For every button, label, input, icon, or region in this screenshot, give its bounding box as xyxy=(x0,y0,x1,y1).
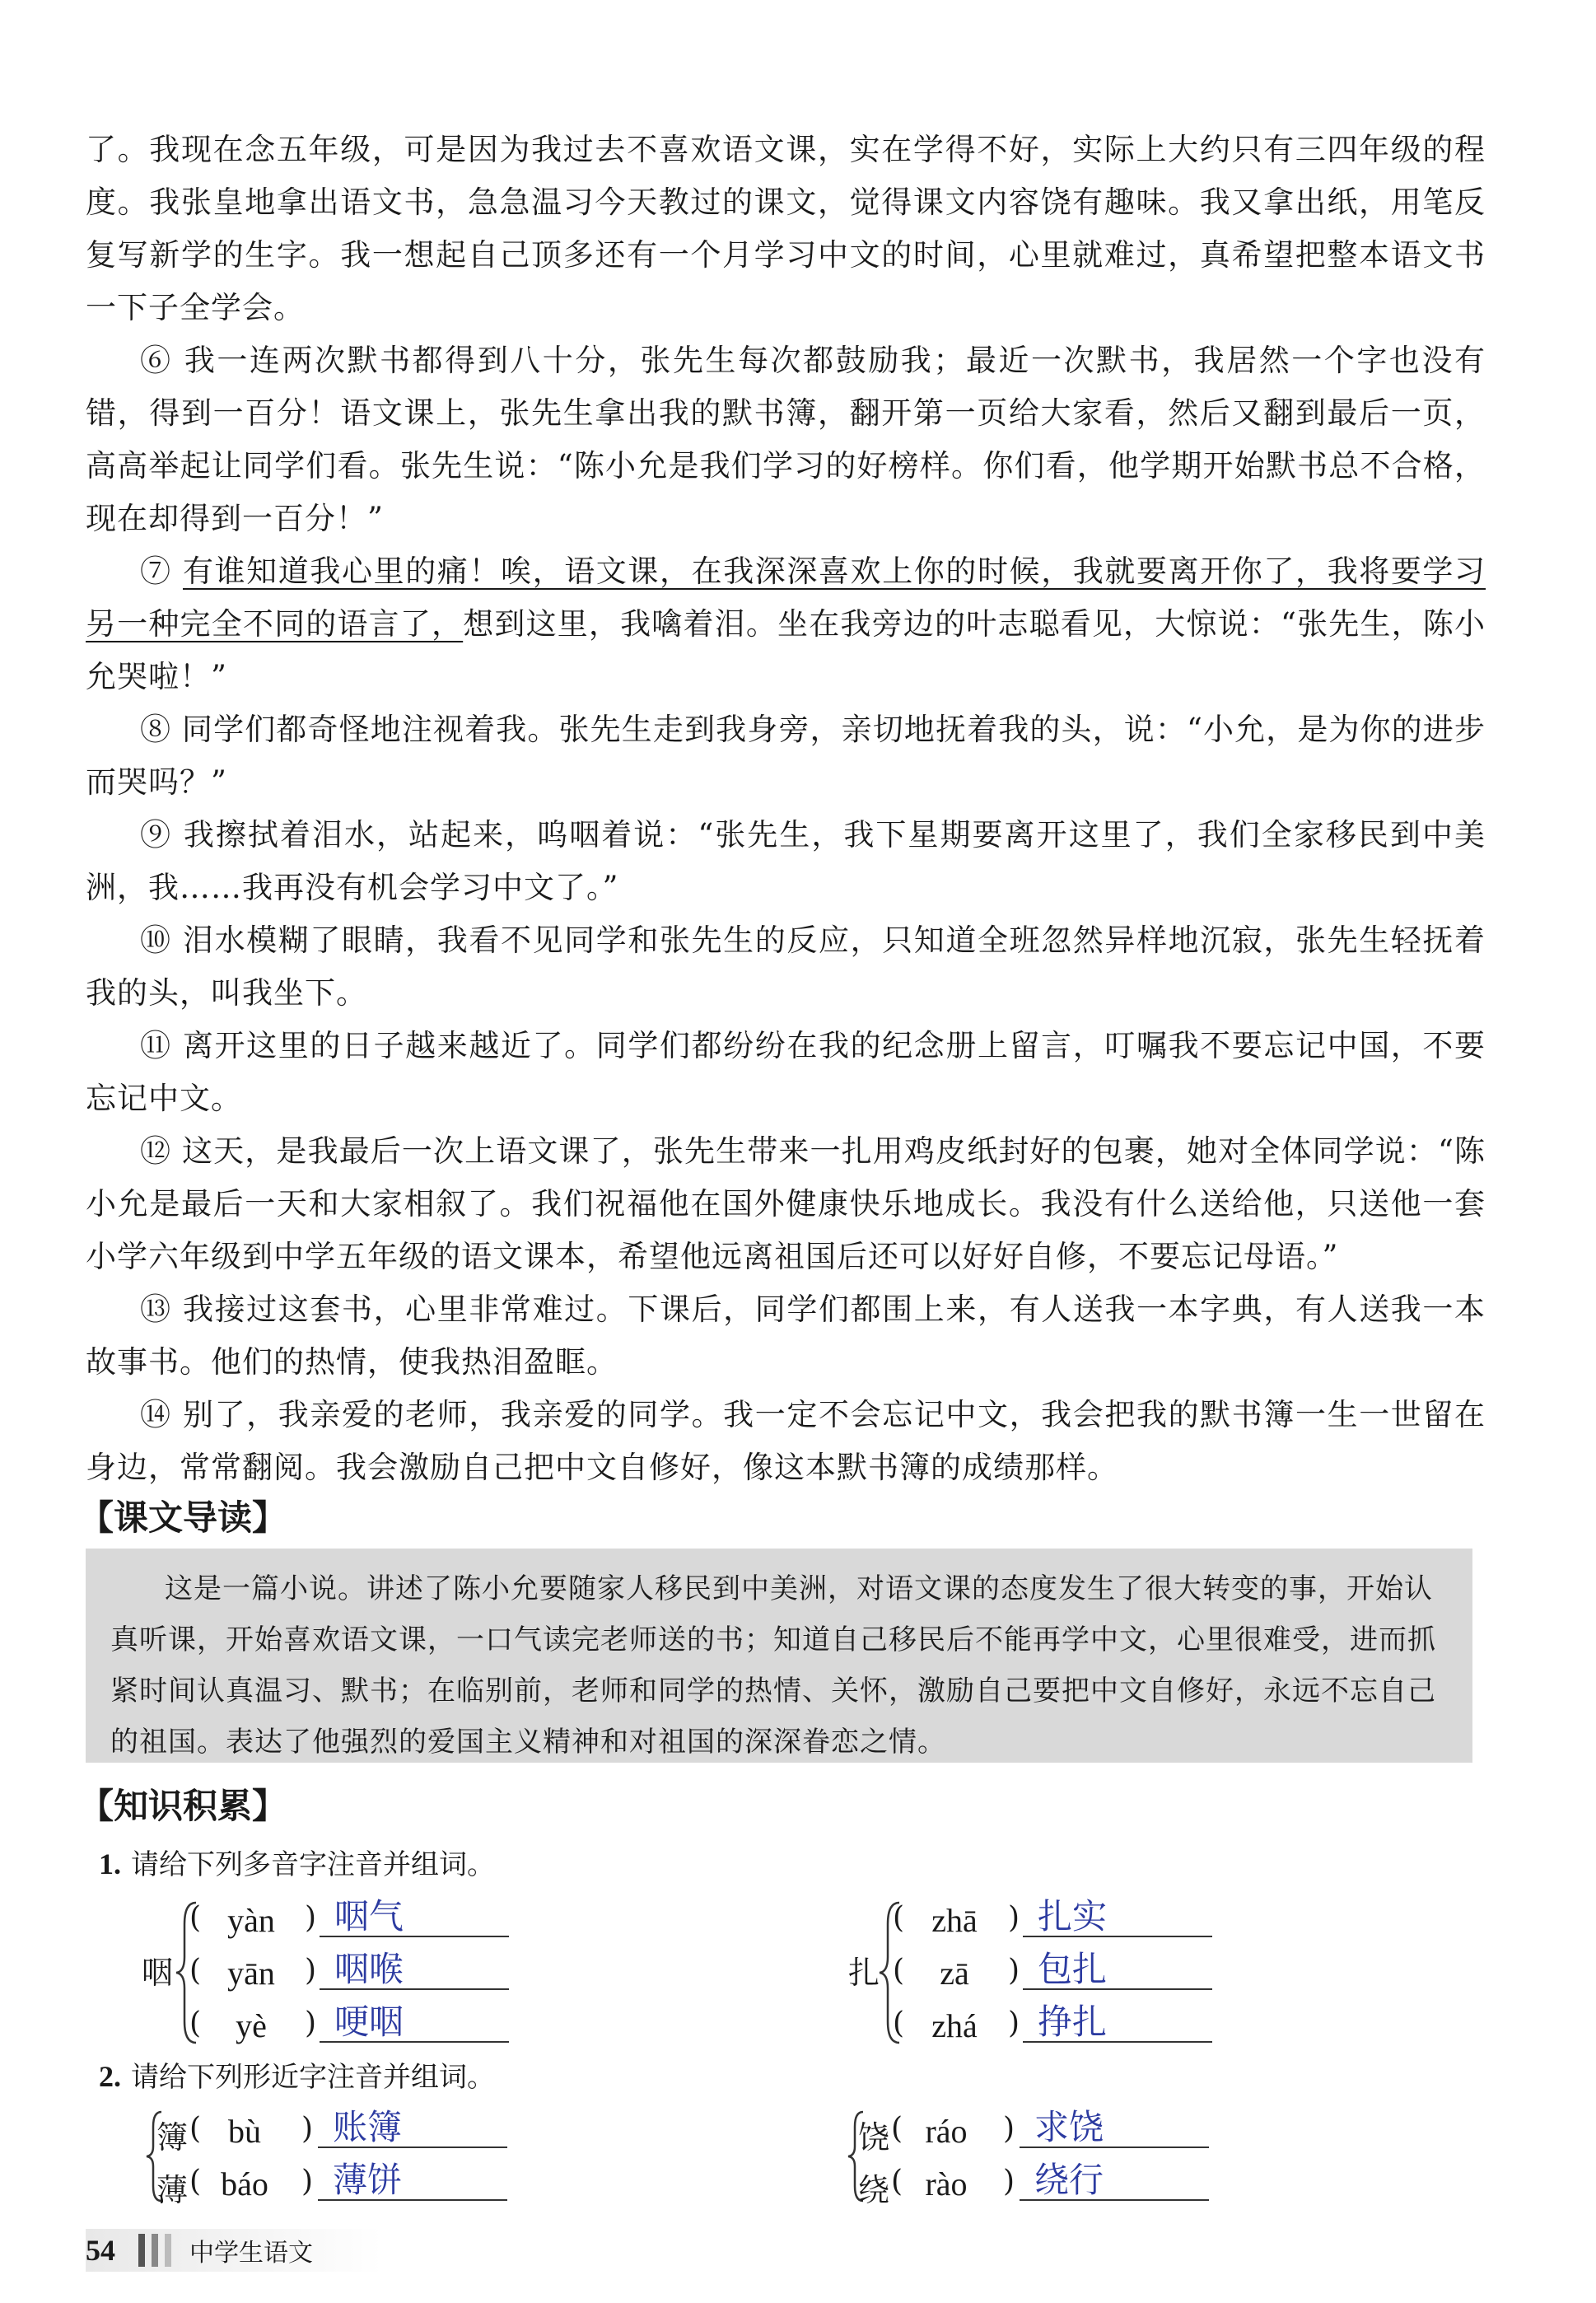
word-answer: 薄饼 xyxy=(318,2153,507,2201)
rao-row-2 xyxy=(858,2158,1237,2211)
word-answer: 咽喉 xyxy=(320,1942,509,1990)
story-text xyxy=(86,124,1486,1494)
yan-rows xyxy=(189,1894,535,2053)
paragraph-12: ⑫ 这天，是我最后一次上语文课了，张先生带来一扎用鸡皮纸封好的包裹，她对全体同学说：“陈小允是最后一天和大家相叙了。我们祝福他在国外健康快乐地成长。我没有什么送给他，只送他一套小学六年级到中学五年级的语文课本，希望他远离祖国后还可以好好自修，不要忘记母语。” xyxy=(86,1133,1486,1274)
polyphone-zha: 扎 xyxy=(848,1955,880,1991)
open-paren: ( xyxy=(189,1901,202,1935)
page-number: 54 xyxy=(86,2234,115,2267)
word-answer: 哽咽 xyxy=(320,1995,509,2043)
underlined-sentence: 有谁知道我心里的痛！唉，语文课，在我深深喜欢上你的时候，我就要离开你了，我将要学习另一种完全不同的语言了， xyxy=(86,554,1486,642)
word-answer: 扎实 xyxy=(1023,1890,1212,1937)
close-paren: ) xyxy=(1003,2112,1015,2146)
similar-char: 绕 xyxy=(858,2172,890,2208)
publication-title: 中学生语文 xyxy=(189,2239,313,2268)
open-paren: ( xyxy=(893,1901,905,1935)
similar-char: 饶 xyxy=(858,2119,890,2156)
question-1-text: 请给下列多音字注音并组词。 xyxy=(131,1848,495,1881)
polyphone-yan: 咽 xyxy=(142,1955,174,1991)
word-answer: 账簿 xyxy=(318,2100,507,2148)
pinyin-answer: zhā xyxy=(931,1902,978,1939)
open-paren: ( xyxy=(891,2112,903,2146)
paragraph-11: ⑪ 离开这里的日子越来越近了。同学们都纷纷在我的纪念册上留言，叮嘱我不要忘记中国，不要忘记中文。 xyxy=(86,1028,1486,1116)
close-paren: ) xyxy=(1008,1901,1020,1935)
pinyin-answer: báo xyxy=(221,2165,268,2203)
paragraph-6: ⑥ 我一连两次默书都得到八十分，张先生每次都鼓励我；最近一次默书，我居然一个字也没有错，得到一百分！语文课上，张先生拿出我的默书簿，翻开第一页给大家看，然后又翻到最后一页，高高举起让同学们看。张先生说：“陈小允是我们学习的好榜样。你们看，他学期开始默书总不合格，现在却得到一百分！” xyxy=(86,343,1486,536)
pinyin-answer: yàn xyxy=(227,1902,275,1939)
open-paren: ( xyxy=(893,2006,905,2040)
similar-char: 薄 xyxy=(156,2172,189,2208)
open-paren: ( xyxy=(189,1954,202,1988)
pinyin-answer: bù xyxy=(228,2113,261,2150)
open-paren: ( xyxy=(189,2006,202,2040)
question-1 xyxy=(99,1842,495,1882)
zha-row-2 xyxy=(893,1947,1239,2000)
guide-box xyxy=(86,1549,1472,1763)
paragraph-8: ⑧ 同学们都奇怪地注视着我。张先生走到我身旁，亲切地抚着我的头，说：“小允，是为你的进步而哭吗？” xyxy=(86,712,1486,800)
paragraph-7-number: ⑦ xyxy=(140,554,172,589)
close-paren: ) xyxy=(301,2165,314,2198)
knowledge-heading: 【知识积累】 xyxy=(79,1786,287,1826)
word-answer: 绕行 xyxy=(1020,2153,1209,2201)
open-paren: ( xyxy=(891,2165,903,2198)
page-footer xyxy=(86,2229,357,2272)
yan-row-3 xyxy=(189,2000,535,2053)
paragraph-5-continued: 了。我现在念五年级，可是因为我过去不喜欢语文课，实在学得不好，实际上大约只有三四年级的程度。我张皇地拿出语文书，急急温习今天教过的课文，觉得课文内容饶有趣味。我又拿出纸，用笔反复写新学的生字。我一想起自己顶多还有一个月学习中文的时间，心里就难过，真希望把整本语文书一下子全学会。 xyxy=(86,132,1486,325)
close-paren: ) xyxy=(1003,2165,1015,2198)
paragraph-9: ⑨ 我擦拭着泪水，站起来，呜咽着说：“张先生，我下星期要离开这里了，我们全家移民到中美洲，我……我再没有机会学习中文了。” xyxy=(86,817,1486,905)
paragraph-7-rest: 想到这里，我噙着泪。坐在我旁边的叶志聪看见，大惊说：“张先生，陈小允哭啦！” xyxy=(86,606,1486,694)
rao-row-1 xyxy=(858,2105,1237,2158)
pinyin-answer: yān xyxy=(227,1955,275,1992)
yan-row-2 xyxy=(189,1947,535,2000)
paragraph-13: ⑬ 我接过这套书，心里非常难过。下课后，同学们都围上来，有人送我一本字典，有人送我一本故事书。他们的热情，使我热泪盈眶。 xyxy=(86,1292,1486,1380)
zha-rows xyxy=(893,1894,1239,2053)
open-paren: ( xyxy=(189,2165,202,2198)
close-paren: ) xyxy=(1008,1954,1020,1988)
bu-row-1 xyxy=(156,2105,535,2158)
similar-char: 簿 xyxy=(156,2119,189,2156)
zha-row-3 xyxy=(893,2000,1239,2053)
pinyin-answer: zā xyxy=(940,1955,969,1992)
rao-rows xyxy=(858,2105,1237,2211)
word-answer: 包扎 xyxy=(1023,1942,1212,1990)
word-answer: 挣扎 xyxy=(1023,1995,1212,2043)
question-2-text: 请给下列形近字注音并组词。 xyxy=(131,2061,495,2094)
open-paren: ( xyxy=(189,2112,202,2146)
paragraph-10: ⑩ 泪水模糊了眼睛，我看不见同学和张先生的反应，只知道全班忽然异样地沉寂，张先生轻抚着我的头，叫我坐下。 xyxy=(86,923,1486,1011)
close-paren: ) xyxy=(301,2112,314,2146)
question-2 xyxy=(99,2054,495,2095)
paragraph-14: ⑭ 别了，我亲爱的老师，我亲爱的同学。我一定不会忘记中文，我会把我的默书簿一生一世留在身边，常常翻阅。我会激励自己把中文自修好，像这本默书簿的成绩那样。 xyxy=(86,1397,1486,1485)
bu-rows xyxy=(156,2105,535,2211)
close-paren: ) xyxy=(305,1954,317,1988)
pinyin-answer: rào xyxy=(925,2165,968,2203)
close-paren: ) xyxy=(1008,2006,1020,2040)
footer-bars-decoration xyxy=(138,2234,171,2267)
yan-row-1 xyxy=(189,1894,535,1947)
word-answer: 求饶 xyxy=(1020,2100,1209,2148)
word-answer: 咽气 xyxy=(320,1890,509,1937)
bu-row-2 xyxy=(156,2158,535,2211)
close-paren: ) xyxy=(305,2006,317,2040)
zha-row-1 xyxy=(893,1894,1239,1947)
pinyin-answer: zhá xyxy=(931,2007,978,2044)
guide-heading: 【课文导读】 xyxy=(79,1497,287,1538)
question-2-number: 2. xyxy=(99,2060,121,2093)
pinyin-answer: ráo xyxy=(925,2113,968,2150)
guide-text: 这是一篇小说。讲述了陈小允要随家人移民到中美洲，对语文课的态度发生了很大转变的事，开始认真听课，开始喜欢语文课，一口气读完老师送的书；知道自己移民后不能再学中文，心里很难受，进而抓紧时间认真温习、默书；在临别前，老师和同学的热情、关怀，激励自己要把中文自修好，永远不忘自己的祖国。表达了他强烈的爱国主义精神和对祖国的深深眷恋之情。 xyxy=(110,1572,1436,1759)
pinyin-answer: yè xyxy=(236,2007,267,2044)
close-paren: ) xyxy=(305,1901,317,1935)
paragraph-7 xyxy=(86,545,1486,703)
question-1-number: 1. xyxy=(99,1848,121,1880)
open-paren: ( xyxy=(893,1954,905,1988)
